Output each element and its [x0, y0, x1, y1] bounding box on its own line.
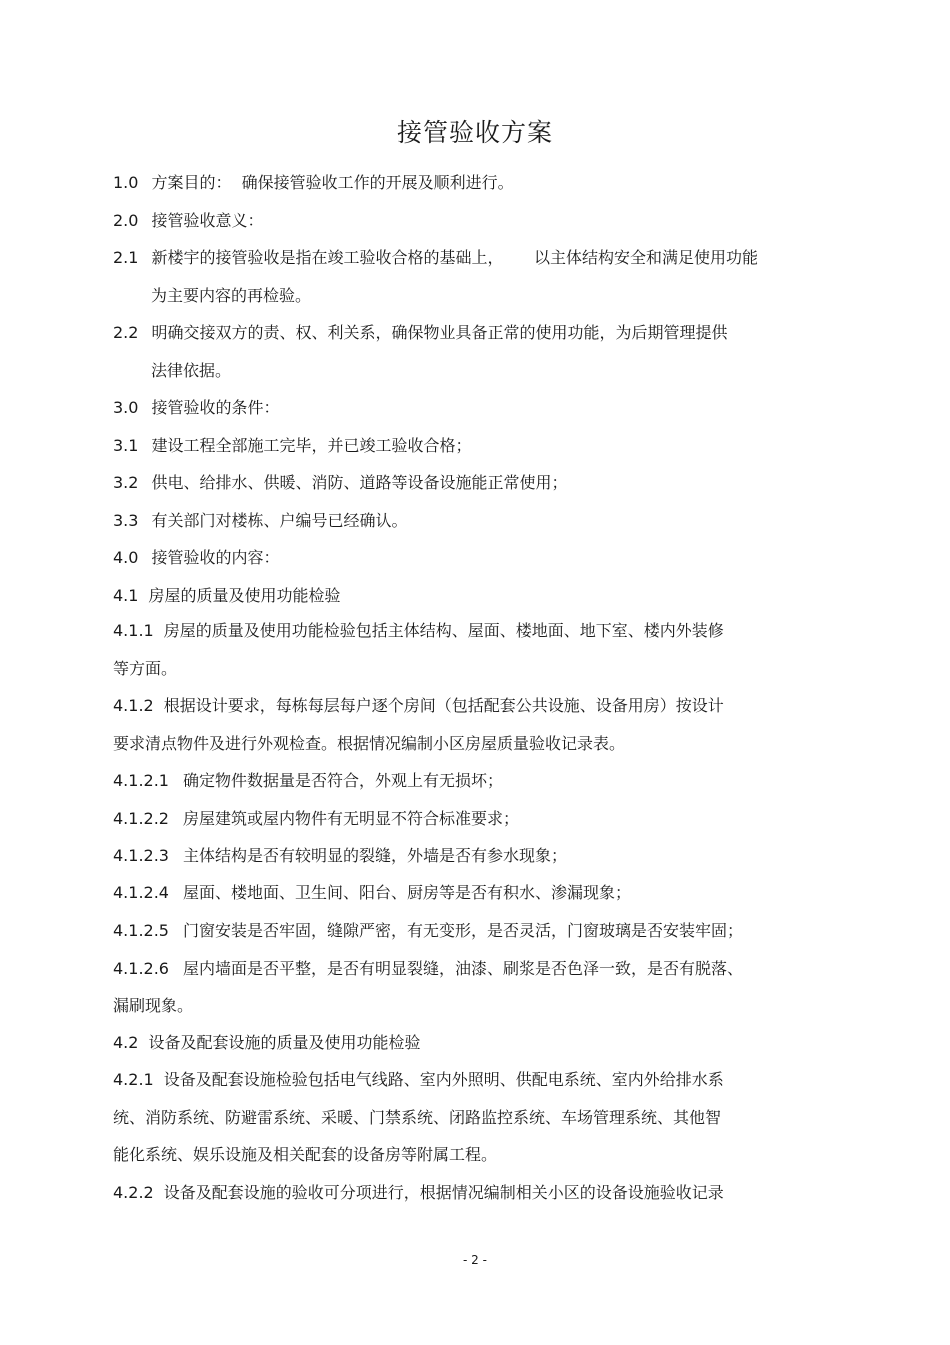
line-text: 设备及配套设施的验收可分项进行，根据情况编制相关小区的设备设施验收记录	[163, 1183, 724, 1202]
paragraph-line	[113, 319, 727, 347]
paragraph-line	[113, 507, 407, 535]
section-number: 4.1.2.5	[113, 921, 169, 940]
paragraph-line	[113, 207, 263, 235]
section-number: 4.0	[113, 548, 139, 567]
section-number: 3.2	[113, 473, 139, 492]
paragraph-line	[113, 1179, 724, 1207]
paragraph-line	[113, 394, 279, 422]
paragraph-continuation	[151, 357, 231, 385]
paragraph-line	[113, 469, 567, 497]
paragraph-line	[113, 692, 724, 720]
document-title: 接管验收方案	[396, 118, 553, 147]
line-text: 接管验收的条件：	[151, 398, 280, 417]
line-text: 统、消防系统、防避雷系统、采暖、门禁系统、闭路监控系统、车场管理系统、其他智	[113, 1108, 722, 1127]
line-text: 设备及配套设施的质量及使用功能检验	[148, 1033, 421, 1052]
page-number: - 2 -	[463, 1253, 487, 1267]
line-text: 新楼宇的接管验收是指在竣工验收合格的基础上， 以主体结构安全和满足使用功能	[151, 248, 758, 267]
section-number: 2.1	[113, 248, 139, 267]
section-number: 4.1.2	[113, 696, 154, 715]
line-text: 能化系统、娱乐设施及相关配套的设备房等附属工程。	[113, 1145, 498, 1164]
line-text: 漏刷现象。	[113, 996, 194, 1015]
paragraph-continuation	[151, 282, 311, 310]
line-text: 屋内墙面是否平整，是否有明显裂缝，油漆、刷浆是否色泽一致，是否有脱落、	[182, 959, 743, 978]
paragraph-continuation	[113, 992, 193, 1020]
section-number: 3.3	[113, 511, 139, 530]
line-text: 确定物件数据量是否符合，外观上有无损坏；	[182, 771, 503, 790]
paragraph-line	[113, 1029, 420, 1057]
section-number: 4.2.2	[113, 1183, 154, 1202]
line-text: 设备及配套设施检验包括电气线路、室内外照明、供配电系统、室内外给排水系	[163, 1070, 724, 1089]
section-number: 4.1	[113, 586, 139, 605]
paragraph-line	[113, 805, 519, 833]
line-text: 主体结构是否有较明显的裂缝，外墙是否有参水现象；	[182, 846, 567, 865]
paragraph-line	[113, 582, 340, 610]
line-text: 方案目的： 确保接管验收工作的开展及顺利进行。	[151, 173, 514, 192]
section-number: 3.1	[113, 436, 139, 455]
section-number: 4.1.2.3	[113, 846, 169, 865]
section-number: 4.1.2.2	[113, 809, 169, 828]
line-text: 房屋的质量及使用功能检验	[148, 586, 341, 605]
line-text: 屋面、楼地面、卫生间、阳台、厨房等是否有积水、渗漏现象；	[182, 883, 631, 902]
line-text: 根据设计要求，每栋每层每户逐个房间（包括配套公共设施、设备用房）按设计	[163, 696, 724, 715]
section-number: 4.1.2.6	[113, 959, 169, 978]
paragraph-line	[113, 544, 279, 572]
line-text: 有关部门对楼栋、户编号已经确认。	[151, 511, 408, 530]
paragraph-line	[113, 169, 514, 197]
paragraph-line	[113, 432, 471, 460]
paragraph-line	[113, 617, 724, 645]
line-text: 等方面。	[113, 659, 178, 678]
section-number: 2.2	[113, 323, 139, 342]
line-text: 接管验收的内容：	[151, 548, 280, 567]
section-number: 4.2.1	[113, 1070, 154, 1089]
section-number: 3.0	[113, 398, 139, 417]
paragraph-continuation	[113, 1141, 497, 1169]
paragraph-line	[113, 1066, 724, 1094]
paragraph-line	[113, 767, 503, 795]
line-text: 为主要内容的再检验。	[151, 286, 312, 305]
paragraph-line	[113, 955, 743, 983]
paragraph-line	[113, 842, 567, 870]
line-text: 建设工程全部施工完毕，并已竣工验收合格；	[151, 436, 472, 455]
line-text: 接管验收意义：	[151, 211, 264, 230]
paragraph-continuation	[113, 655, 177, 683]
section-number: 4.2	[113, 1033, 139, 1052]
section-number: 2.0	[113, 211, 139, 230]
section-number: 4.1.2.4	[113, 883, 169, 902]
paragraph-line	[113, 879, 631, 907]
section-number: 1.0	[113, 173, 139, 192]
line-text: 门窗安装是否牢固，缝隙严密，有无变形，是否灵活，门窗玻璃是否安装牢固；	[182, 921, 743, 940]
line-text: 明确交接双方的责、权、利关系，确保物业具备正常的使用功能，为后期管理提供	[151, 323, 728, 342]
line-text: 要求清点物件及进行外观检查。根据情况编制小区房屋质量验收记录表。	[113, 734, 626, 753]
paragraph-continuation	[113, 730, 625, 758]
section-number: 4.1.2.1	[113, 771, 169, 790]
line-text: 供电、给排水、供暖、消防、道路等设备设施能正常使用；	[151, 473, 568, 492]
section-number: 4.1.1	[113, 621, 154, 640]
line-text: 法律依据。	[151, 361, 232, 380]
paragraph-line	[113, 917, 743, 945]
paragraph-line	[113, 244, 758, 272]
line-text: 房屋建筑或屋内物件有无明显不符合标准要求；	[182, 809, 519, 828]
line-text: 房屋的质量及使用功能检验包括主体结构、屋面、楼地面、地下室、楼内外装修	[163, 621, 724, 640]
paragraph-continuation	[113, 1104, 721, 1132]
